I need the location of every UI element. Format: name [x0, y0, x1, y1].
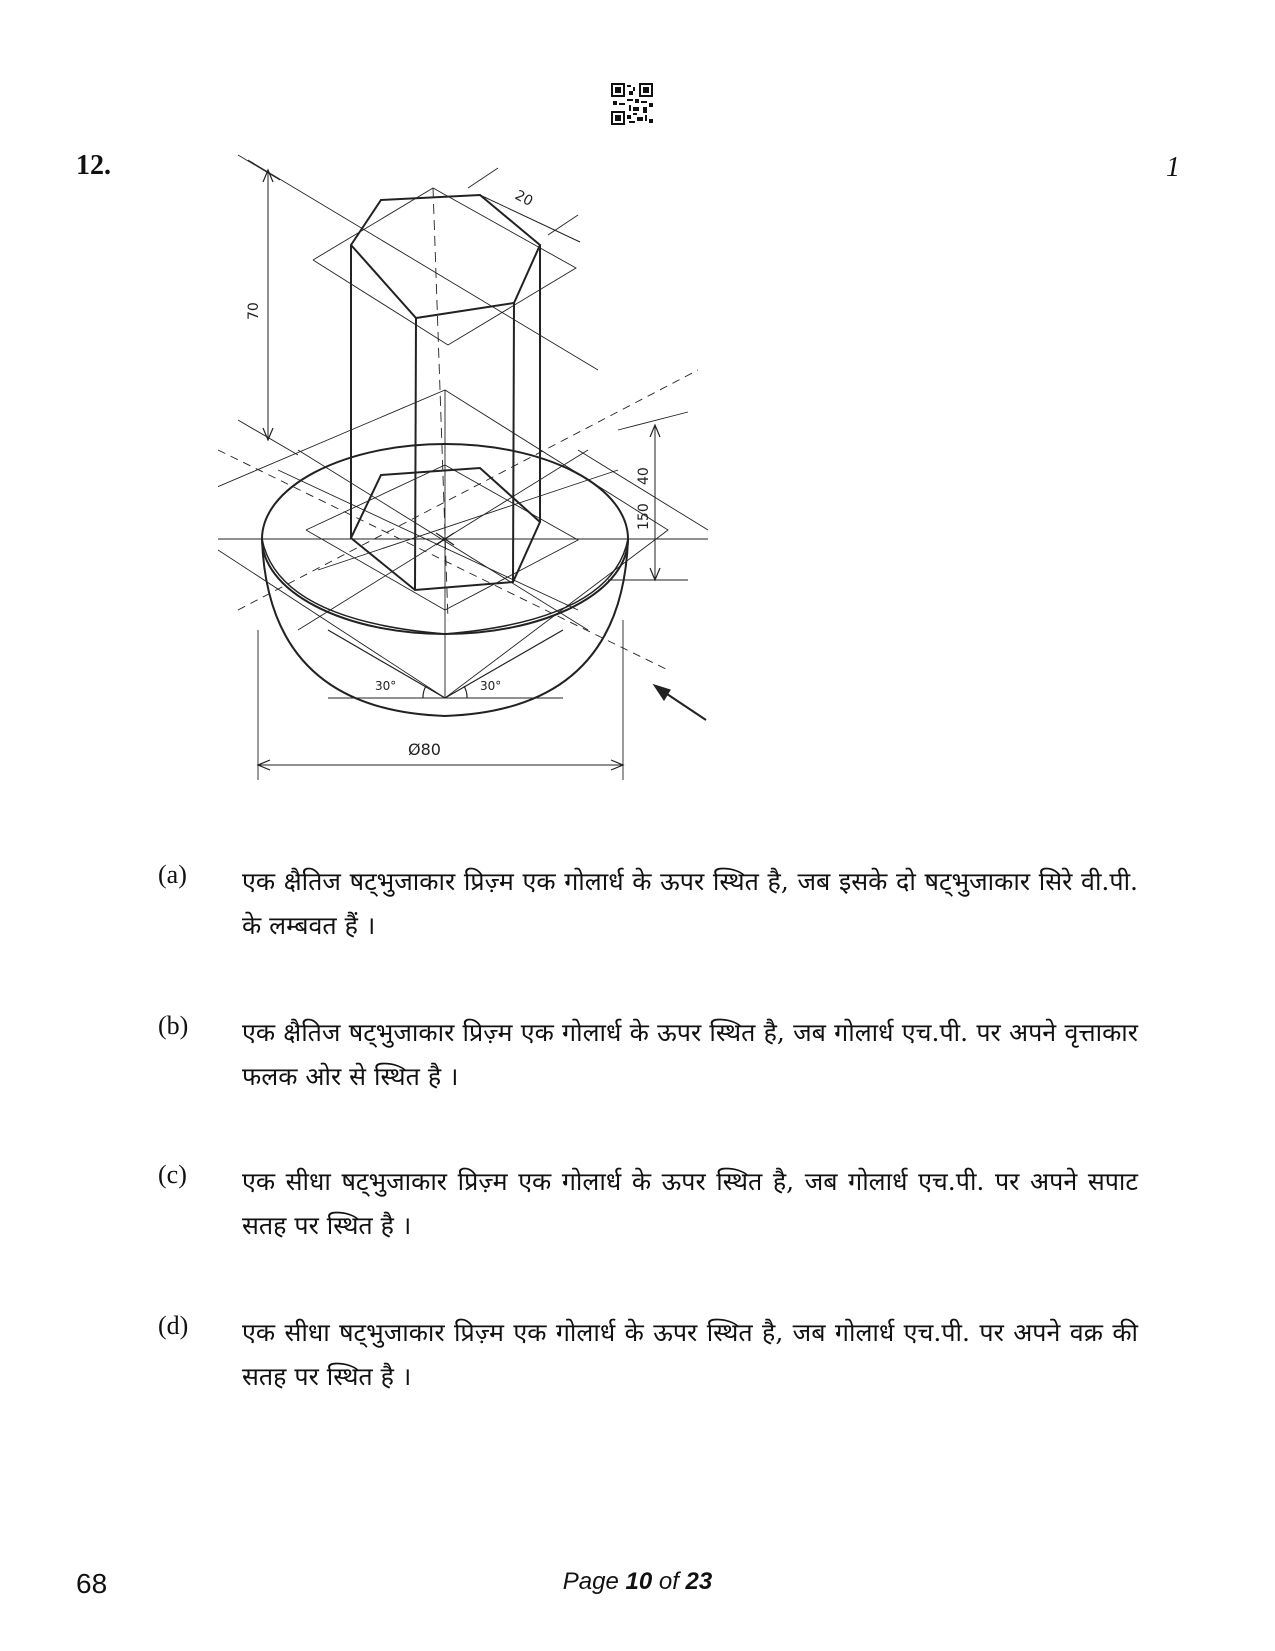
option-c-text: एक सीधा षट्भुजाकार प्रिज़्म एक गोलार्ध के ऊपर स्थित है, जब गोलार्ध एच.पी. पर अपने सपाट सतह पर स्थित है ।	[242, 1167, 1138, 1240]
diameter-label: Ø80	[408, 740, 441, 759]
page-indicator	[0, 1568, 1275, 1596]
angle-right-label: 30°	[480, 679, 502, 693]
question-marks: 1	[1166, 152, 1180, 183]
qr-code	[611, 83, 653, 125]
page-total: 23	[685, 1568, 713, 1595]
dim-70-label: 70	[246, 302, 262, 320]
page-prefix: Page	[562, 1568, 626, 1595]
option-d-text: एक सीधा षट्भुजाकार प्रिज़्म एक गोलार्ध के ऊपर स्थित है, जब गोलार्ध एच.पी. पर अपने वक्र की सतह पर स्थित है ।	[242, 1318, 1138, 1391]
dim-150-label: 150	[636, 503, 652, 530]
option-b-label: (b)	[158, 1011, 189, 1040]
prism-top	[351, 195, 540, 318]
paper-code: 68	[76, 1568, 108, 1599]
question-number: 12.	[76, 150, 111, 181]
option-b-text: एक क्षैतिज षट्भुजाकार प्रिज़्म एक गोलार्ध के ऊपर स्थित है, जब गोलार्ध एच.पी. पर अपने वृत्ताकार फलक ओर से स्थित है ।	[242, 1018, 1138, 1091]
isometric-drawing	[218, 150, 768, 810]
option-c-label: (c)	[158, 1160, 187, 1189]
page-current: 10	[625, 1568, 653, 1595]
angle-left-label: 30°	[375, 679, 397, 693]
option-d-label: (d)	[158, 1311, 189, 1340]
dim-40-label: 40	[636, 467, 652, 485]
dim-20-label: 20	[512, 187, 536, 210]
option-a-text: एक क्षैतिज षट्भुजाकार प्रिज़्म एक गोलार्ध के ऊपर स्थित है, जब इसके दो षट्भुजाकार सिरे वी.पी. के लम्बवत हैं ।	[242, 867, 1138, 940]
option-a-label: (a)	[158, 860, 187, 889]
page-of: of	[652, 1568, 686, 1595]
